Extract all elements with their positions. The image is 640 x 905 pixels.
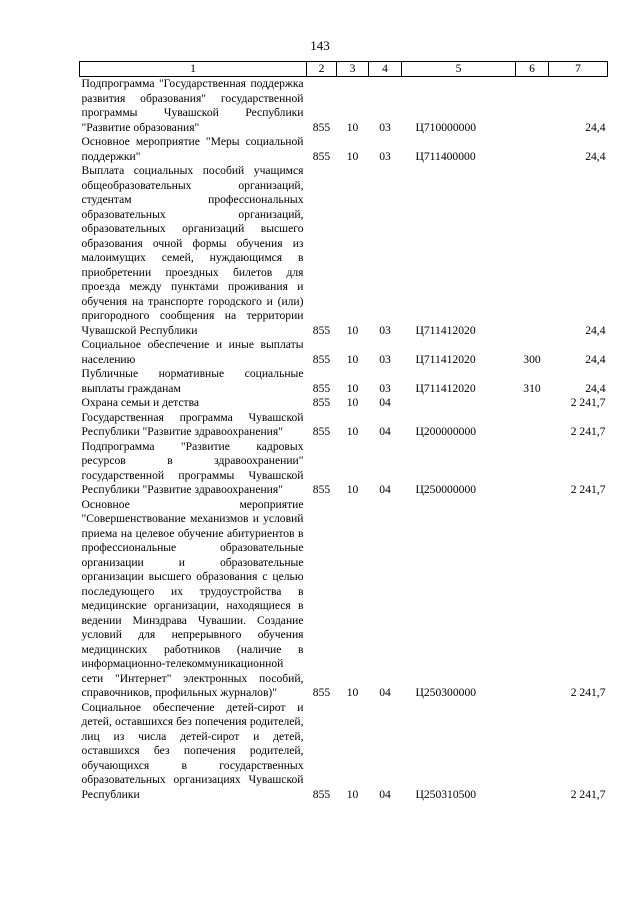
section-code: 10: [346, 381, 359, 395]
table-body: [80, 77, 608, 803]
section-code: 10: [346, 323, 359, 337]
section-code: 10: [346, 425, 359, 438]
table-row: [80, 367, 608, 396]
row-name: Подпрограмма "Государственная поддержка развития образования" государственной программы Чувашской Республики "Развитие образования": [81, 77, 304, 134]
article-code: Ц710000000: [415, 120, 477, 134]
column-header-amount: 7: [549, 62, 608, 77]
article-code: Ц711412020: [415, 381, 476, 395]
article-code: Ц711412020: [415, 323, 476, 337]
table-row: [80, 701, 608, 803]
amount: 24,4: [585, 323, 606, 337]
subsection-code: 03: [379, 323, 391, 337]
table-row: [80, 338, 608, 367]
article-code: [402, 396, 516, 411]
expense-type-code: [516, 440, 549, 498]
amount: 2 241,7: [570, 787, 606, 801]
article-code: Ц250000000: [415, 483, 477, 496]
row-name: Социальное обеспечение детей-сирот и детей, оставшихся без попечения родителей, лиц из числа детей-сирот и детей, оставшихся без попечения родителей, обучающихся в государственных образовательных организациях Чувашской Республики: [81, 700, 304, 801]
table-row: [80, 77, 608, 136]
expense-type-code: [516, 498, 549, 701]
ministry-code: 855: [312, 787, 331, 801]
expense-type-code: [516, 396, 549, 411]
table-row: [80, 440, 608, 498]
subsection-code: 03: [379, 381, 391, 395]
ministry-code: 855: [312, 323, 331, 337]
table-row: [80, 164, 608, 338]
ministry-code: 855: [312, 120, 331, 134]
table-row: [80, 396, 608, 411]
subsection-code: 04: [379, 396, 391, 409]
column-header-article: 5: [402, 62, 516, 77]
subsection-code: 03: [379, 352, 391, 366]
table-row: [80, 135, 608, 164]
section-code: 10: [346, 787, 359, 801]
expense-type-code: [516, 77, 549, 136]
budget-table: [79, 61, 608, 802]
header-row: [80, 62, 608, 77]
subsection-code: 04: [379, 787, 391, 801]
subsection-code: 03: [379, 149, 391, 163]
ministry-code: 855: [312, 686, 331, 699]
column-header-expense-type: 6: [516, 62, 549, 77]
ministry-code: 855: [312, 396, 331, 409]
expense-type-code: [516, 701, 549, 803]
row-name: Охрана семьи и детства: [81, 396, 200, 409]
table-row: [80, 411, 608, 440]
row-name: Выплата социальных пособий учащимся общеобразовательных организаций, студентам профессиональных образовательных организаций, образовательных организаций высшего образования очной формы обучения из малоимущих семей, нуждающимся в приобретении проездных билетов для проезда между пунктами проживания и обучения на транспорте городского и (или) пригородного сообщения на территории Чувашской Республики: [81, 164, 304, 337]
expense-type-code: [516, 135, 549, 164]
table-row: [80, 498, 608, 701]
amount: 24,4: [585, 381, 606, 395]
row-name: Основное мероприятие "Меры социальной поддержки": [81, 135, 304, 163]
row-name: Государственная программа Чувашской Республики "Развитие здравоохранения": [81, 410, 304, 438]
ministry-code: 855: [312, 425, 331, 438]
expense-type-code: [516, 411, 549, 440]
expense-type-code: 310: [523, 381, 541, 395]
column-header-name: 1: [80, 62, 307, 77]
ministry-code: 855: [312, 483, 331, 496]
subsection-code: 04: [379, 686, 391, 699]
expense-type-code: 300: [523, 352, 541, 366]
amount: 2 241,7: [570, 425, 606, 438]
section-code: 10: [346, 149, 359, 163]
amount: 2 241,7: [570, 483, 606, 496]
article-code: Ц711412020: [415, 352, 476, 366]
ministry-code: 855: [312, 149, 331, 163]
section-code: 10: [346, 686, 359, 699]
section-code: 10: [346, 396, 359, 409]
column-header-subsection: 4: [369, 62, 402, 77]
ministry-code: 855: [312, 352, 331, 366]
page-number: 143: [310, 38, 330, 53]
column-header-ministry: 2: [307, 62, 337, 77]
row-name: Публичные нормативные социальные выплаты гражданам: [81, 367, 304, 395]
subsection-code: 04: [379, 425, 391, 438]
article-code: Ц250310500: [415, 787, 477, 801]
article-code: Ц250300000: [415, 686, 477, 699]
row-name: Социальное обеспечение и иные выплаты населению: [81, 338, 304, 366]
amount: 2 241,7: [570, 686, 606, 699]
expense-type-code: [516, 164, 549, 338]
amount: 2 241,7: [570, 396, 606, 409]
amount: 24,4: [585, 149, 606, 163]
subsection-code: 04: [379, 483, 391, 496]
row-name: Подпрограмма "Развитие кадровых ресурсов в здравоохранении" государственной программы Чувашской Республики "Развитие здравоохранения": [81, 439, 304, 496]
article-code: Ц711400000: [415, 149, 476, 163]
row-name: Основное мероприятие "Совершенствование механизмов и условий приема на целевое обучение абитуриентов в профессиональные образовательные организации и образовательные организации высшего образования с целью последующего их трудоустройства в медицинские организации, находящиеся в ведении Минздрава Чувашии. Создание условий для непрерывного обучения медицинских работников (наличие в информационно-телекоммуникационной сети "Интернет" электронных пособий, справочников, профильных журналов)": [81, 497, 304, 699]
subsection-code: 03: [379, 120, 391, 134]
section-code: 10: [346, 483, 359, 496]
amount: 24,4: [585, 120, 606, 134]
section-code: 10: [346, 120, 359, 134]
section-code: 10: [346, 352, 359, 366]
article-code: Ц200000000: [415, 425, 477, 438]
amount: 24,4: [585, 352, 606, 366]
ministry-code: 855: [312, 381, 331, 395]
column-header-section: 3: [337, 62, 369, 77]
